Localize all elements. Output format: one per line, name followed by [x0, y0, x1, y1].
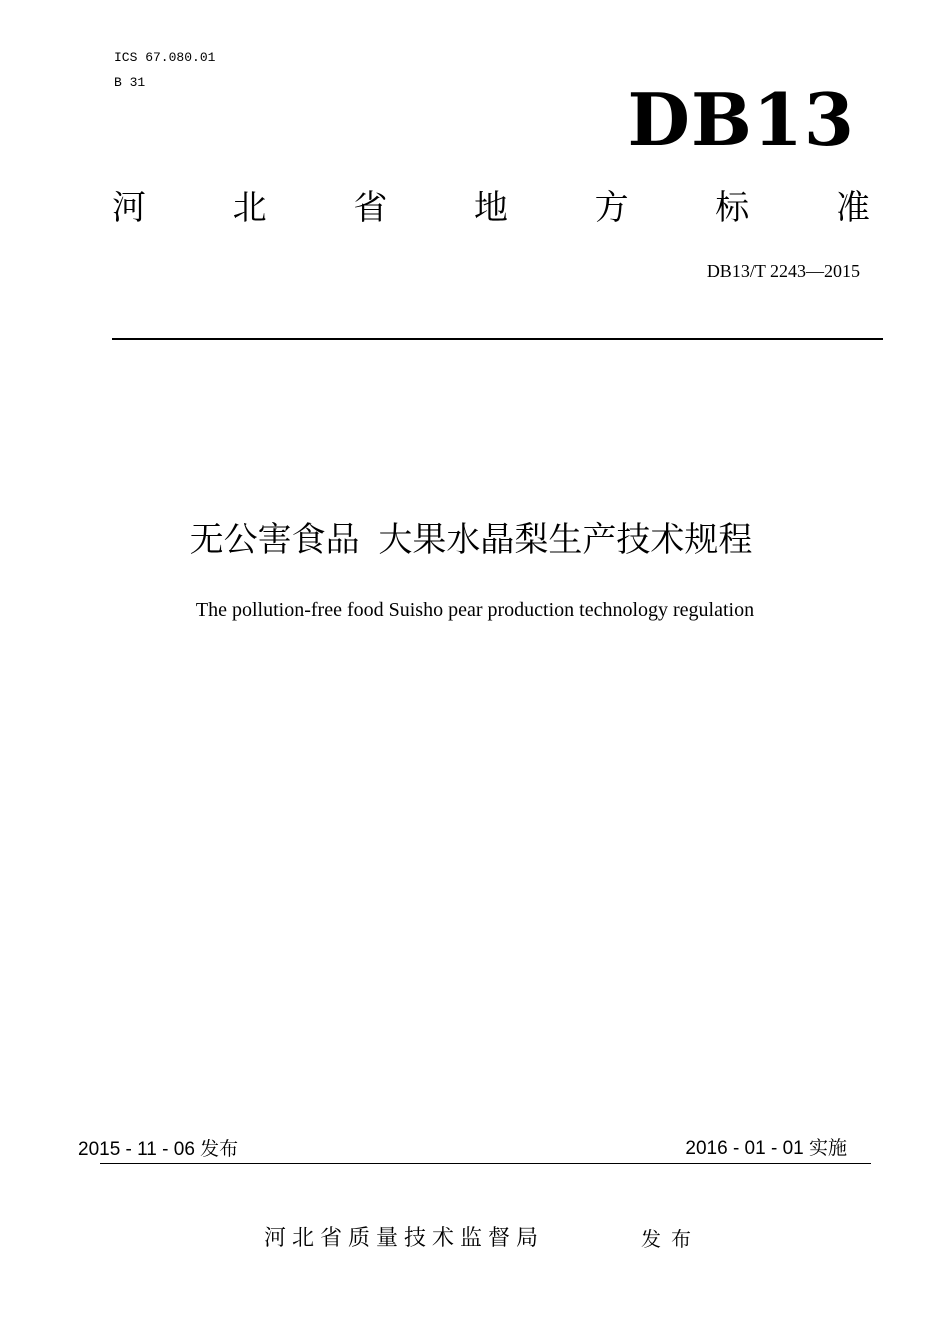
standard-type-char: 北: [232, 188, 267, 228]
chinese-title-part-1: 无公害食品: [189, 520, 360, 560]
footer-divider: [100, 1163, 871, 1164]
implementation-date: 2016 - 01 - 01 实施: [685, 1138, 847, 1159]
standard-type-char: 准: [835, 188, 870, 228]
header-divider: [112, 338, 883, 340]
issue-date: 2015 - 11 - 06 发布: [78, 1139, 239, 1160]
ccs-code: B 31: [114, 75, 146, 90]
chinese-title-part-2: 大果水晶梨生产技术规程: [378, 520, 753, 560]
standard-type-char: 方: [594, 188, 629, 228]
standard-number: DB13/T 2243—2015: [706, 261, 860, 281]
standard-type-char: 河: [112, 188, 146, 228]
standard-code-logo: DB13: [627, 77, 855, 162]
publish-label: 发布: [641, 1227, 701, 1251]
english-title: The pollution-free food Suisho pear production technology regulation: [195, 599, 755, 621]
standard-type-char: 省: [353, 188, 388, 228]
standard-type-char: 标: [715, 188, 750, 228]
standard-type-char: 地: [473, 188, 508, 228]
standard-type-heading: [112, 186, 870, 230]
ics-code: ICS 67.080.01: [114, 50, 216, 65]
chinese-title: [0, 518, 950, 562]
publisher-name: 河北省质量技术监督局: [264, 1226, 545, 1251]
